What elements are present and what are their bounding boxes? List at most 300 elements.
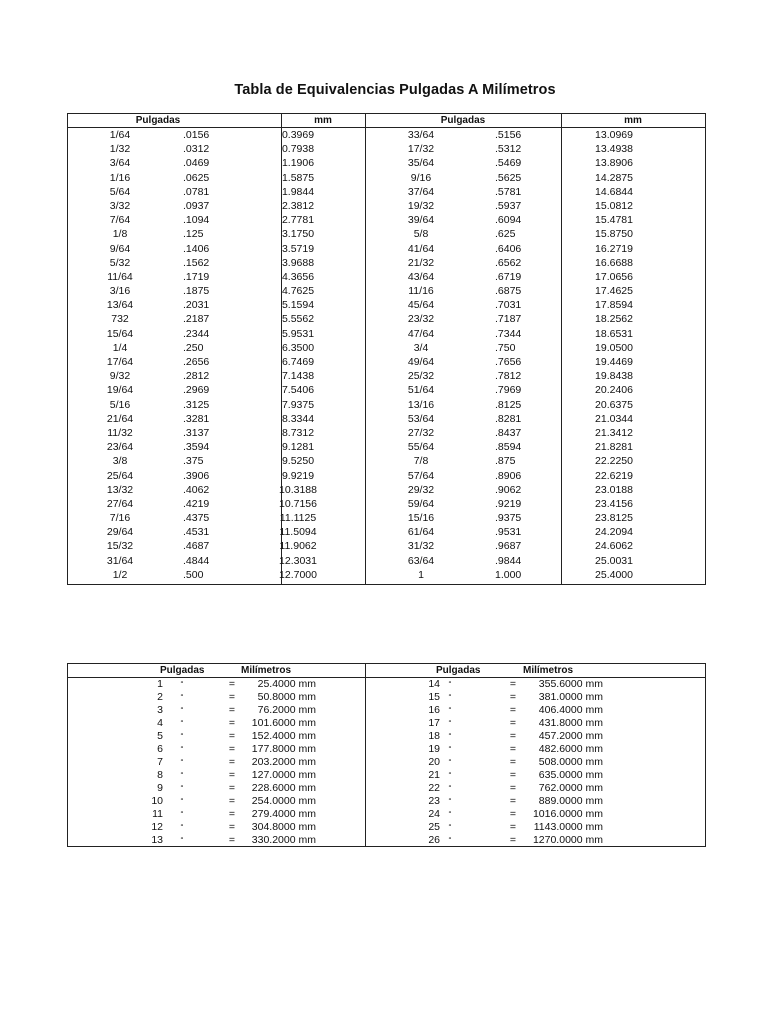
decimal-cell: .4062 [183, 483, 210, 496]
table-row [68, 525, 705, 539]
inch-cell: 17 [428, 717, 440, 729]
mm-cell: 22.2250 [595, 455, 633, 468]
decimal-cell: .7969 [495, 384, 522, 397]
equals-cell: = [509, 808, 517, 820]
fraction-cell: 29/64 [106, 526, 134, 539]
decimal-cell: .2344 [183, 327, 210, 340]
fraction-cell: 59/64 [407, 497, 435, 510]
header-milimetros-right: Milímetros [523, 665, 574, 676]
mm-cell: 4.3656 [281, 270, 315, 283]
fraction-cell: 61/64 [407, 526, 435, 539]
fraction-cell: 7/16 [109, 512, 131, 525]
table-row [68, 312, 705, 326]
inch-mark-cell: “ [180, 706, 184, 715]
decimal-cell: .500 [183, 568, 204, 581]
decimal-cell: .8906 [495, 469, 522, 482]
decimal-cell: .8281 [495, 412, 522, 425]
fraction-cell: 7/64 [109, 214, 131, 227]
decimal-cell: .5937 [495, 199, 522, 212]
decimal-cell: .7812 [495, 370, 522, 383]
fraction-cell: 3/64 [109, 157, 131, 170]
header-pulgadas-right: Pulgadas [436, 665, 481, 676]
mm-cell: 15.8750 [595, 228, 633, 241]
table-row [68, 142, 705, 156]
equals-cell: = [228, 730, 236, 742]
decimal-cell: .4844 [183, 554, 210, 567]
fraction-cell: 25/32 [407, 370, 435, 383]
decimal-cell: .5625 [495, 171, 522, 184]
fraction-cell: 25/64 [106, 469, 134, 482]
table-row [68, 454, 705, 468]
inch-cell: 9 [157, 782, 163, 794]
inch-cell: 2 [157, 691, 163, 703]
inch-cell: 24 [428, 808, 440, 820]
mm-cell: 13.8906 [595, 157, 633, 170]
fraction-cell: 9/32 [109, 370, 131, 383]
inch-cell: 19 [428, 743, 440, 755]
mm-cell: 23.0188 [595, 483, 633, 496]
table-row [68, 327, 705, 341]
table-row [68, 298, 705, 312]
equals-cell: = [509, 691, 517, 703]
equals-cell: = [228, 743, 236, 755]
decimal-cell: .6094 [495, 214, 522, 227]
inch-mark-cell: “ [180, 680, 184, 689]
fraction-cell: 15/16 [407, 512, 435, 525]
inch-mark-cell: “ [448, 693, 452, 702]
inch-cell: 3 [157, 704, 163, 716]
mm-cell: 355.6000 mm [538, 678, 603, 690]
table-row [68, 227, 705, 241]
fraction-cell: 29/32 [407, 483, 435, 496]
mm-cell: 3.1750 [281, 228, 315, 241]
mm-cell: 1143.0000 mm [533, 821, 603, 833]
fraction-cell: 5/64 [109, 185, 131, 198]
equals-cell: = [228, 808, 236, 820]
mm-cell: 431.8000 mm [538, 717, 603, 729]
fraction-cell: 9/64 [109, 242, 131, 255]
mm-cell: 21.8281 [595, 441, 633, 454]
equals-cell: = [228, 821, 236, 833]
fraction-cell: 3/32 [109, 199, 131, 212]
mm-cell: 9.9219 [281, 469, 315, 482]
fraction-cell: 1/8 [112, 228, 128, 241]
equals-cell: = [509, 821, 517, 833]
mm-cell: 20.6375 [595, 398, 633, 411]
decimal-cell: .9062 [495, 483, 522, 496]
fraction-cell: 63/64 [407, 554, 435, 567]
table-row [68, 769, 705, 782]
inch-cell: 8 [157, 769, 163, 781]
mm-cell: 10.3188 [279, 483, 317, 496]
fraction-cell: 55/64 [407, 441, 435, 454]
mm-cell: 635.0000 mm [538, 769, 603, 781]
equals-cell: = [228, 834, 236, 846]
fraction-cell: 1 [418, 568, 424, 581]
mm-cell: 177.8000 mm [251, 743, 316, 755]
inch-cell: 1 [157, 678, 163, 690]
table-row [68, 199, 705, 213]
table-row [68, 270, 705, 284]
mm-cell: 12.7000 [279, 568, 317, 581]
fraction-cell: 1/2 [112, 568, 128, 581]
decimal-cell: 1.000 [495, 568, 522, 581]
header-mm-right: mm [624, 115, 642, 126]
mm-cell: 15.4781 [595, 214, 633, 227]
inch-mark-cell: “ [448, 810, 452, 819]
decimal-cell: .1875 [183, 285, 210, 298]
mm-cell: 6.7469 [281, 356, 315, 368]
mm-cell: 8.7312 [281, 426, 315, 439]
mm-cell: 7.9375 [281, 398, 315, 411]
inch-mark-cell: “ [180, 797, 184, 806]
fraction-cell: 47/64 [407, 327, 435, 340]
table-row [68, 691, 705, 704]
equals-cell: = [228, 717, 236, 729]
inch-mark-cell: “ [448, 706, 452, 715]
table-row [68, 469, 705, 483]
equals-cell: = [228, 678, 236, 690]
decimal-cell: .2812 [183, 370, 210, 383]
table-row [68, 678, 705, 691]
mm-cell: 6.3500 [281, 341, 315, 354]
mm-cell: 17.8594 [595, 299, 633, 312]
mm-cell: 127.0000 mm [251, 769, 316, 781]
mm-cell: 5.1594 [281, 299, 315, 312]
fraction-cell: 13/64 [106, 299, 134, 312]
mm-cell: 76.2000 mm [257, 704, 316, 716]
inch-cell: 22 [428, 782, 440, 794]
mm-cell: 8.3344 [281, 412, 315, 425]
fraction-cell: 21/32 [407, 256, 435, 269]
decimal-cell: .750 [495, 341, 516, 354]
inch-cell: 15 [428, 691, 440, 703]
table-row [68, 412, 705, 426]
equals-cell: = [509, 795, 517, 807]
fraction-cell: 1/4 [112, 341, 128, 354]
fraction-cell: 57/64 [407, 469, 435, 482]
decimal-cell: .3594 [183, 441, 210, 454]
inch-mark-cell: “ [448, 797, 452, 806]
mm-cell: 889.0000 mm [538, 795, 603, 807]
mm-cell: 10.7156 [279, 497, 317, 510]
inch-cell: 16 [428, 704, 440, 716]
table-row [68, 808, 705, 821]
mm-cell: 228.6000 mm [251, 782, 316, 794]
mm-cell: 279.4000 mm [251, 808, 316, 820]
decimal-cell: .7187 [495, 313, 522, 326]
mm-cell: 15.0812 [595, 199, 633, 212]
equals-cell: = [228, 691, 236, 703]
decimal-cell: .4531 [183, 526, 210, 539]
fraction-cell: 27/64 [106, 497, 134, 510]
table-row [68, 554, 705, 568]
mm-cell: 22.6219 [595, 469, 633, 482]
table-row [68, 483, 705, 497]
inch-mark-cell: “ [180, 784, 184, 793]
decimal-cell: .6875 [495, 285, 522, 298]
decimal-cell: .0469 [183, 157, 210, 170]
mm-cell: 1.1906 [281, 157, 315, 170]
decimal-cell: .2031 [183, 299, 210, 312]
inch-mark-cell: “ [448, 784, 452, 793]
inch-cell: 12 [151, 821, 163, 833]
mm-cell: 9.5250 [281, 455, 315, 468]
fraction-cell: 23/64 [106, 441, 134, 454]
header-pulgadas-left: Pulgadas [135, 115, 181, 126]
inch-mark-cell: “ [180, 836, 184, 845]
decimal-cell: .9687 [495, 540, 522, 553]
decimal-cell: .7031 [495, 299, 522, 312]
decimal-cell: .8437 [495, 426, 522, 439]
header-mm-left: mm [314, 115, 332, 126]
mm-cell: 381.0000 mm [538, 691, 603, 703]
decimal-cell: .6562 [495, 256, 522, 269]
fraction-cell: 51/64 [407, 384, 435, 397]
mm-cell: 19.8438 [595, 370, 633, 383]
equals-cell: = [509, 756, 517, 768]
decimal-cell: .9531 [495, 526, 522, 539]
inch-mark-cell: “ [448, 745, 452, 754]
mm-cell: 16.6688 [595, 256, 633, 269]
decimal-cell: .0312 [183, 143, 210, 156]
decimal-cell: .3125 [183, 398, 210, 411]
table-row [68, 717, 705, 730]
fraction-cell: 19/64 [106, 384, 134, 397]
inch-cell: 7 [157, 756, 163, 768]
table-row [68, 568, 705, 582]
mm-cell: 17.4625 [595, 285, 633, 298]
inch-mark-cell: “ [448, 771, 452, 780]
inch-mark-cell: “ [448, 680, 452, 689]
fraction-cell: 13/32 [106, 483, 134, 496]
fraction-cell: 31/64 [106, 554, 134, 567]
inch-mark-cell: “ [180, 693, 184, 702]
inch-mark-cell: “ [180, 732, 184, 741]
fraction-cell: 41/64 [407, 242, 435, 255]
whole-inch-table [67, 663, 706, 847]
equals-cell: = [509, 717, 517, 729]
equals-cell: = [509, 834, 517, 846]
equals-cell: = [509, 782, 517, 794]
table-row [68, 369, 705, 383]
mm-cell: 25.0031 [595, 554, 633, 567]
decimal-cell: .875 [495, 455, 516, 468]
table-body [68, 128, 705, 582]
table-row [68, 730, 705, 743]
mm-cell: 13.4938 [595, 143, 633, 156]
equals-cell: = [509, 730, 517, 742]
fraction-conversion-table [67, 113, 706, 585]
mm-cell: 5.5562 [281, 313, 315, 326]
table-row [68, 156, 705, 170]
decimal-cell: .3281 [183, 412, 210, 425]
table-row [68, 821, 705, 834]
decimal-cell: .7344 [495, 327, 522, 340]
inch-cell: 21 [428, 769, 440, 781]
mm-cell: 7.1438 [281, 370, 315, 383]
fraction-cell: 7/8 [413, 455, 429, 468]
inch-cell: 20 [428, 756, 440, 768]
decimal-cell: .1094 [183, 214, 210, 227]
decimal-cell: .7656 [495, 356, 522, 368]
decimal-cell: .4375 [183, 512, 210, 525]
mm-cell: 330.2000 mm [251, 834, 316, 846]
decimal-cell: .250 [183, 341, 204, 354]
fraction-cell: 27/32 [407, 426, 435, 439]
inch-cell: 23 [428, 795, 440, 807]
table-row [68, 383, 705, 397]
fraction-cell: 49/64 [407, 356, 435, 368]
mm-cell: 21.3412 [595, 426, 633, 439]
decimal-cell: .1406 [183, 242, 210, 255]
mm-cell: 762.0000 mm [538, 782, 603, 794]
mm-cell: 17.0656 [595, 270, 633, 283]
fraction-cell: 3/4 [413, 341, 429, 354]
fraction-cell: 5/8 [413, 228, 429, 241]
decimal-cell: .3137 [183, 426, 210, 439]
mm-cell: 11.5094 [279, 526, 317, 539]
table-row [68, 355, 705, 369]
mm-cell: 11.1125 [279, 512, 317, 525]
decimal-cell: .4687 [183, 540, 210, 553]
decimal-cell: .9375 [495, 512, 522, 525]
mm-cell: 1.5875 [281, 171, 315, 184]
mm-cell: 23.4156 [595, 497, 633, 510]
decimal-cell: .0937 [183, 199, 210, 212]
decimal-cell: .2187 [183, 313, 210, 326]
mm-cell: 11.9062 [279, 540, 317, 553]
mm-cell: 18.6531 [595, 327, 633, 340]
table-row [68, 497, 705, 511]
fraction-cell: 15/32 [106, 540, 134, 553]
fraction-cell: 17/32 [407, 143, 435, 156]
fraction-cell: 15/64 [106, 327, 134, 340]
equals-cell: = [228, 704, 236, 716]
inch-cell: 14 [428, 678, 440, 690]
fraction-cell: 17/64 [106, 356, 134, 368]
decimal-cell: .5312 [495, 143, 522, 156]
table-row [68, 213, 705, 227]
fraction-cell: 39/64 [407, 214, 435, 227]
mm-cell: 101.6000 mm [251, 717, 316, 729]
inch-cell: 10 [151, 795, 163, 807]
decimal-cell: .1719 [183, 270, 210, 283]
fraction-cell: 5/16 [109, 398, 131, 411]
mm-cell: 0.7938 [281, 143, 315, 156]
mm-cell: 1270.0000 mm [532, 834, 603, 846]
header-pulgadas-left: Pulgadas [160, 665, 205, 676]
mm-cell: 19.0500 [595, 341, 633, 354]
fraction-cell: 13/16 [407, 398, 435, 411]
mm-cell: 12.3031 [279, 554, 317, 567]
table-row [68, 256, 705, 270]
inch-mark-cell: “ [180, 745, 184, 754]
table-row [68, 782, 705, 795]
mm-cell: 14.2875 [595, 171, 633, 184]
table-row [68, 756, 705, 769]
mm-cell: 18.2562 [595, 313, 633, 326]
inch-cell: 11 [152, 808, 163, 820]
decimal-cell: .5469 [495, 157, 522, 170]
decimal-cell: .5781 [495, 185, 522, 198]
fraction-cell: 19/32 [407, 199, 435, 212]
mm-cell: 1.9844 [281, 185, 315, 198]
table-row [68, 743, 705, 756]
inch-mark-cell: “ [448, 732, 452, 741]
decimal-cell: .4219 [183, 497, 210, 510]
mm-cell: 1016.0000 mm [532, 808, 603, 820]
mm-cell: 2.7781 [281, 214, 315, 227]
mm-cell: 20.2406 [595, 384, 633, 397]
decimal-cell: .3906 [183, 469, 210, 482]
mm-cell: 304.8000 mm [251, 821, 316, 833]
decimal-cell: .1562 [183, 256, 210, 269]
fraction-cell: 37/64 [407, 185, 435, 198]
table-row [68, 426, 705, 440]
decimal-cell: .6719 [495, 270, 522, 283]
inch-cell: 25 [428, 821, 440, 833]
inch-mark-cell: “ [180, 719, 184, 728]
inch-mark-cell: “ [180, 771, 184, 780]
mm-cell: 7.5406 [281, 384, 315, 397]
fraction-cell: 11/16 [408, 285, 434, 298]
table-row [68, 511, 705, 525]
inch-mark-cell: “ [448, 836, 452, 845]
mm-cell: 3.9688 [281, 256, 315, 269]
decimal-cell: .8594 [495, 441, 522, 454]
table-row [68, 398, 705, 412]
decimal-cell: .0781 [183, 185, 210, 198]
equals-cell: = [228, 782, 236, 794]
mm-cell: 25.4000 [595, 568, 633, 581]
equals-cell: = [509, 678, 517, 690]
mm-cell: 457.2000 mm [538, 730, 603, 742]
inch-cell: 5 [157, 730, 163, 742]
fraction-cell: 35/64 [407, 157, 435, 170]
mm-cell: 406.4000 mm [538, 704, 603, 716]
page-title: Tabla de Equivalencias Pulgadas A Milímetros [234, 82, 556, 98]
decimal-cell: .8125 [495, 398, 522, 411]
inch-mark-cell: “ [448, 758, 452, 767]
mm-cell: 24.2094 [595, 526, 633, 539]
decimal-cell: .9844 [495, 554, 522, 567]
mm-cell: 9.1281 [281, 441, 315, 454]
fraction-cell: 1/16 [109, 171, 131, 184]
mm-cell: 0.3969 [281, 129, 315, 141]
fraction-cell: 43/64 [407, 270, 435, 283]
mm-cell: 508.0000 mm [538, 756, 603, 768]
fraction-cell: 732 [111, 313, 129, 326]
inch-mark-cell: “ [180, 823, 184, 832]
equals-cell: = [228, 756, 236, 768]
header-milimetros-left: Milímetros [241, 665, 292, 676]
fraction-cell: 31/32 [407, 540, 435, 553]
table-row [68, 704, 705, 717]
mm-cell: 254.0000 mm [251, 795, 316, 807]
equals-cell: = [509, 743, 517, 755]
inch-cell: 6 [157, 743, 163, 755]
decimal-cell: .5156 [495, 129, 522, 141]
fraction-cell: 21/64 [106, 412, 134, 425]
mm-cell: 3.5719 [281, 242, 315, 255]
fraction-cell: 11/32 [107, 426, 133, 439]
decimal-cell: .125 [183, 228, 204, 241]
table-body [68, 678, 705, 847]
mm-cell: 21.0344 [595, 412, 633, 425]
mm-cell: 203.2000 mm [251, 756, 316, 768]
inch-cell: 13 [151, 834, 163, 846]
